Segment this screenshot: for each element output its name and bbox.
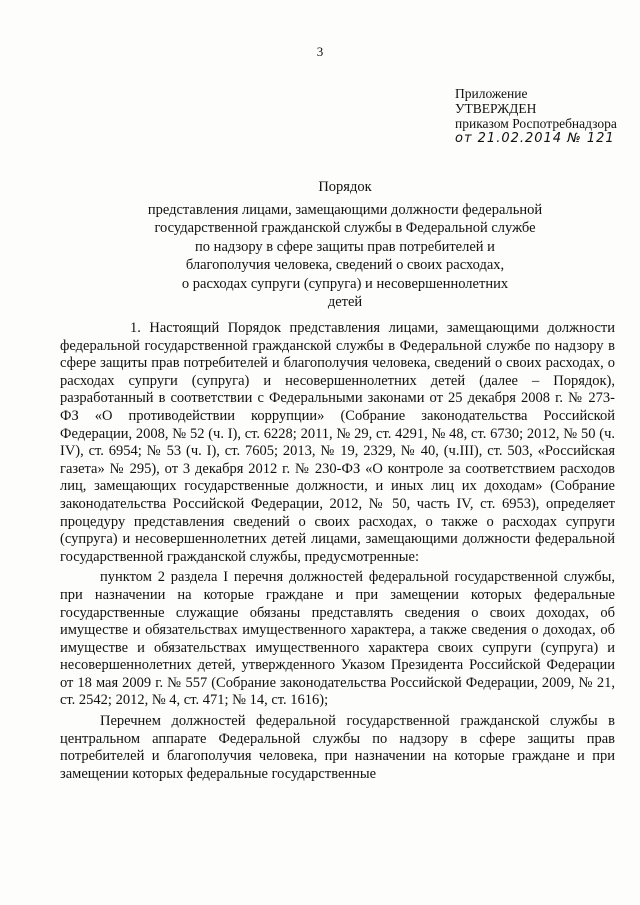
approval-approved: УТВЕРЖДЕН [455, 101, 537, 116]
page-number: 3 [316, 44, 324, 59]
paragraph-1: 1. Настоящий Порядок представления лицами, замещающими должности федеральной государственной гражданской службы в Федеральной службе по надзору в сфере защиты прав потребителей и благополучия человека, сведений о своих расходах, о расходах супруги (супруга) и несовершеннолетних детей (далее – Порядок), разработанный в соответствии с Федеральными законами от 25 декабря 2008 г. № 273-ФЗ «О противодействии коррупции» (Собрание законодательства Российской Федерации, 2008, № 52 (ч. I), ст. 6228; 2011, № 29, ст. 4291, № 48, ст. 6730; 2012, № 50 (ч. IV), ст. 6954; № 53 (ч. I), ст. 7605; 2013, № 19, 2329, № 40, (ч.III), ст. 503, «Российская газета» № 295), от 3 декабря 2012 г. № 230-ФЗ «О контроле за соответствием расходов лиц, замещающих государственные должности, и иных лиц их доходам» (Собрание законодательства Российской Федерации, 2012, № 50, часть IV, ст. 6953), определяет процедуру представления сведений о своих расходах, о также о расходах супруги (супруга) и несовершеннолетних детей лицами, замещающими должности федеральной государственной гражданской службы, предусмотренные: [60, 320, 615, 565]
title-line: благополучия человека, сведений о своих расходах, [185, 257, 505, 273]
document-body [60, 320, 615, 786]
approval-date-number: от 21.02.2014 № 121 [455, 131, 615, 146]
title-line: о расходах супруги (супруга) и несовершеннолетних [181, 275, 509, 292]
document-title [60, 178, 630, 312]
approval-appendix: Приложение [455, 86, 528, 101]
title-line: государственной гражданской службы в Федеральной службе [154, 220, 536, 236]
approval-order: приказом Роспотребнадзора [455, 116, 617, 131]
title-line: по надзору в сфере защиты прав потребителей и [195, 238, 495, 255]
approval-stamp [455, 86, 635, 146]
title-heading: Порядок [318, 179, 372, 195]
title-line: представления лицами, замещающими должности федеральной [147, 201, 543, 218]
paragraph-3: Перечнем должностей федеральной государственной гражданской службы в центральном аппарате Федеральной службы по надзору в сфере защиты прав потребителей и благополучия человека, при назначении на которые граждане и при замещении которых федеральные государственные [60, 713, 615, 782]
title-line: детей [327, 294, 363, 310]
paragraph-2: пунктом 2 раздела I перечня должностей федеральной государственной службы, при назначении на которые граждане и при замещении которых федеральные государственные служащие обязаны представлять сведения о своих доходах, об имуществе и обязательствах имущественного характера, а также сведения о доходах, об имуществе и обязательствах имущественного характера своих супруги (супруга) и несовершеннолетних детей, утвержденного Указом Президента Российской Федерации от 18 мая 2009 г. № 557 (Собрание законодательства Российской Федерации, 2009, № 21, ст. 2542; 2012, № 4, ст. 471; № 14, ст. 1616); [60, 569, 615, 709]
